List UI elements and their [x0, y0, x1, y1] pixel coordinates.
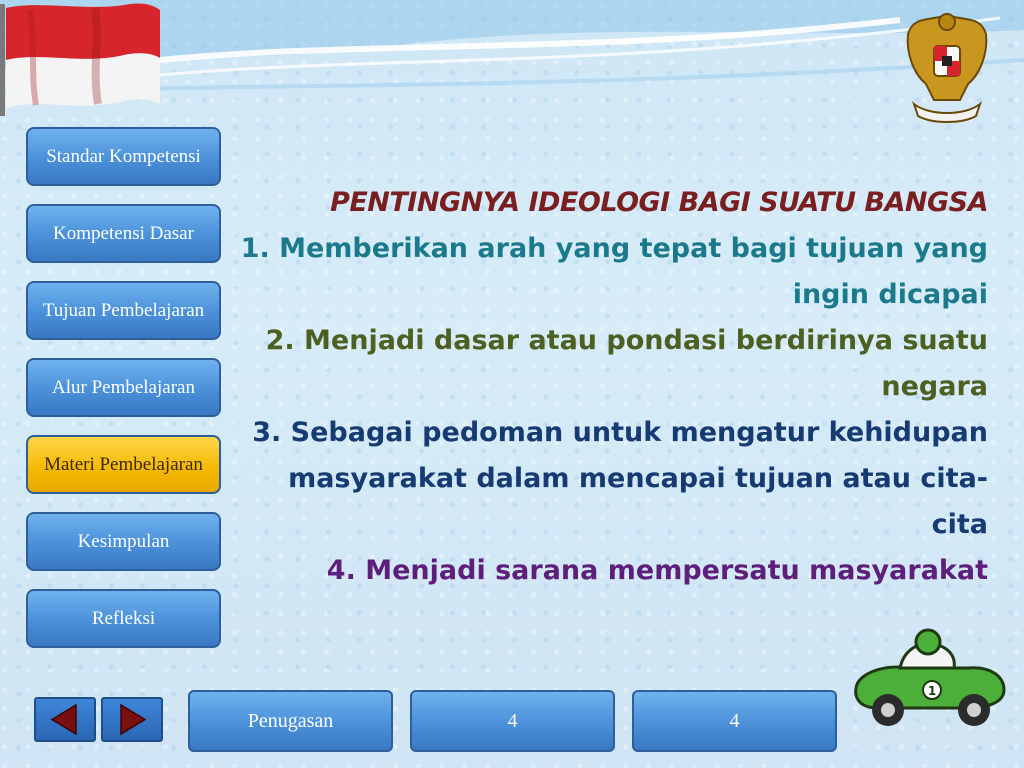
nav-standar-kompetensi[interactable] [26, 127, 221, 186]
nav-label: Kesimpulan [77, 530, 170, 552]
point-4 [240, 548, 988, 594]
triangle-right-icon [103, 699, 161, 740]
nav-materi-pembelajaran[interactable] [26, 435, 221, 494]
page-button-b[interactable] [632, 690, 837, 752]
point-text: Sebagai pedoman untuk mengatur kehidupan masyarakat dalam mencapai tujuan atau cita-cita [288, 417, 988, 540]
nav-label: Tujuan Pembelajaran [42, 299, 205, 321]
page-number: 4 [729, 709, 740, 732]
nav-tujuan-pembelajaran[interactable] [26, 281, 221, 340]
point-text: Memberikan arah yang tepat bagi tujuan yang ingin dicapai [279, 233, 988, 310]
penugasan-label: Penugasan [247, 709, 334, 732]
page-button-a[interactable] [410, 690, 615, 752]
point-text: Menjadi sarana mempersatu masyarakat [365, 555, 988, 586]
point-number: 4. [326, 555, 356, 586]
indonesia-flag-icon [0, 0, 162, 118]
triangle-left-icon [36, 699, 94, 740]
slide-title: PENTINGNYA IDEOLOGI BAGI SUATU BANGSA [330, 187, 988, 218]
nav-label: Standar Kompetensi [46, 145, 201, 167]
previous-button[interactable] [34, 697, 96, 742]
point-number: 3. [252, 417, 282, 448]
point-text: Menjadi dasar atau pondasi berdirinya suatu negara [304, 325, 988, 402]
nav-kesimpulan[interactable] [26, 512, 221, 571]
nav-refleksi[interactable] [26, 589, 221, 648]
point-number: 2. [265, 325, 295, 356]
nav-label: Alur Pembelajaran [52, 376, 195, 398]
point-2 [240, 318, 988, 410]
page-number: 4 [507, 709, 518, 732]
point-1 [240, 226, 988, 318]
car-number: 1 [927, 684, 937, 698]
race-car-icon [848, 628, 1008, 738]
slide-content [240, 180, 988, 594]
garuda-emblem-icon [904, 4, 990, 128]
penugasan-button[interactable] [188, 690, 393, 752]
point-number: 1. [240, 233, 270, 264]
nav-label: Refleksi [91, 607, 156, 629]
next-button[interactable] [101, 697, 163, 742]
nav-label: Kompetensi Dasar [53, 222, 194, 244]
point-3 [240, 410, 988, 548]
nav-label: Materi Pembelajaran [44, 453, 203, 475]
nav-alur-pembelajaran[interactable] [26, 358, 221, 417]
nav-kompetensi-dasar[interactable] [26, 204, 221, 263]
